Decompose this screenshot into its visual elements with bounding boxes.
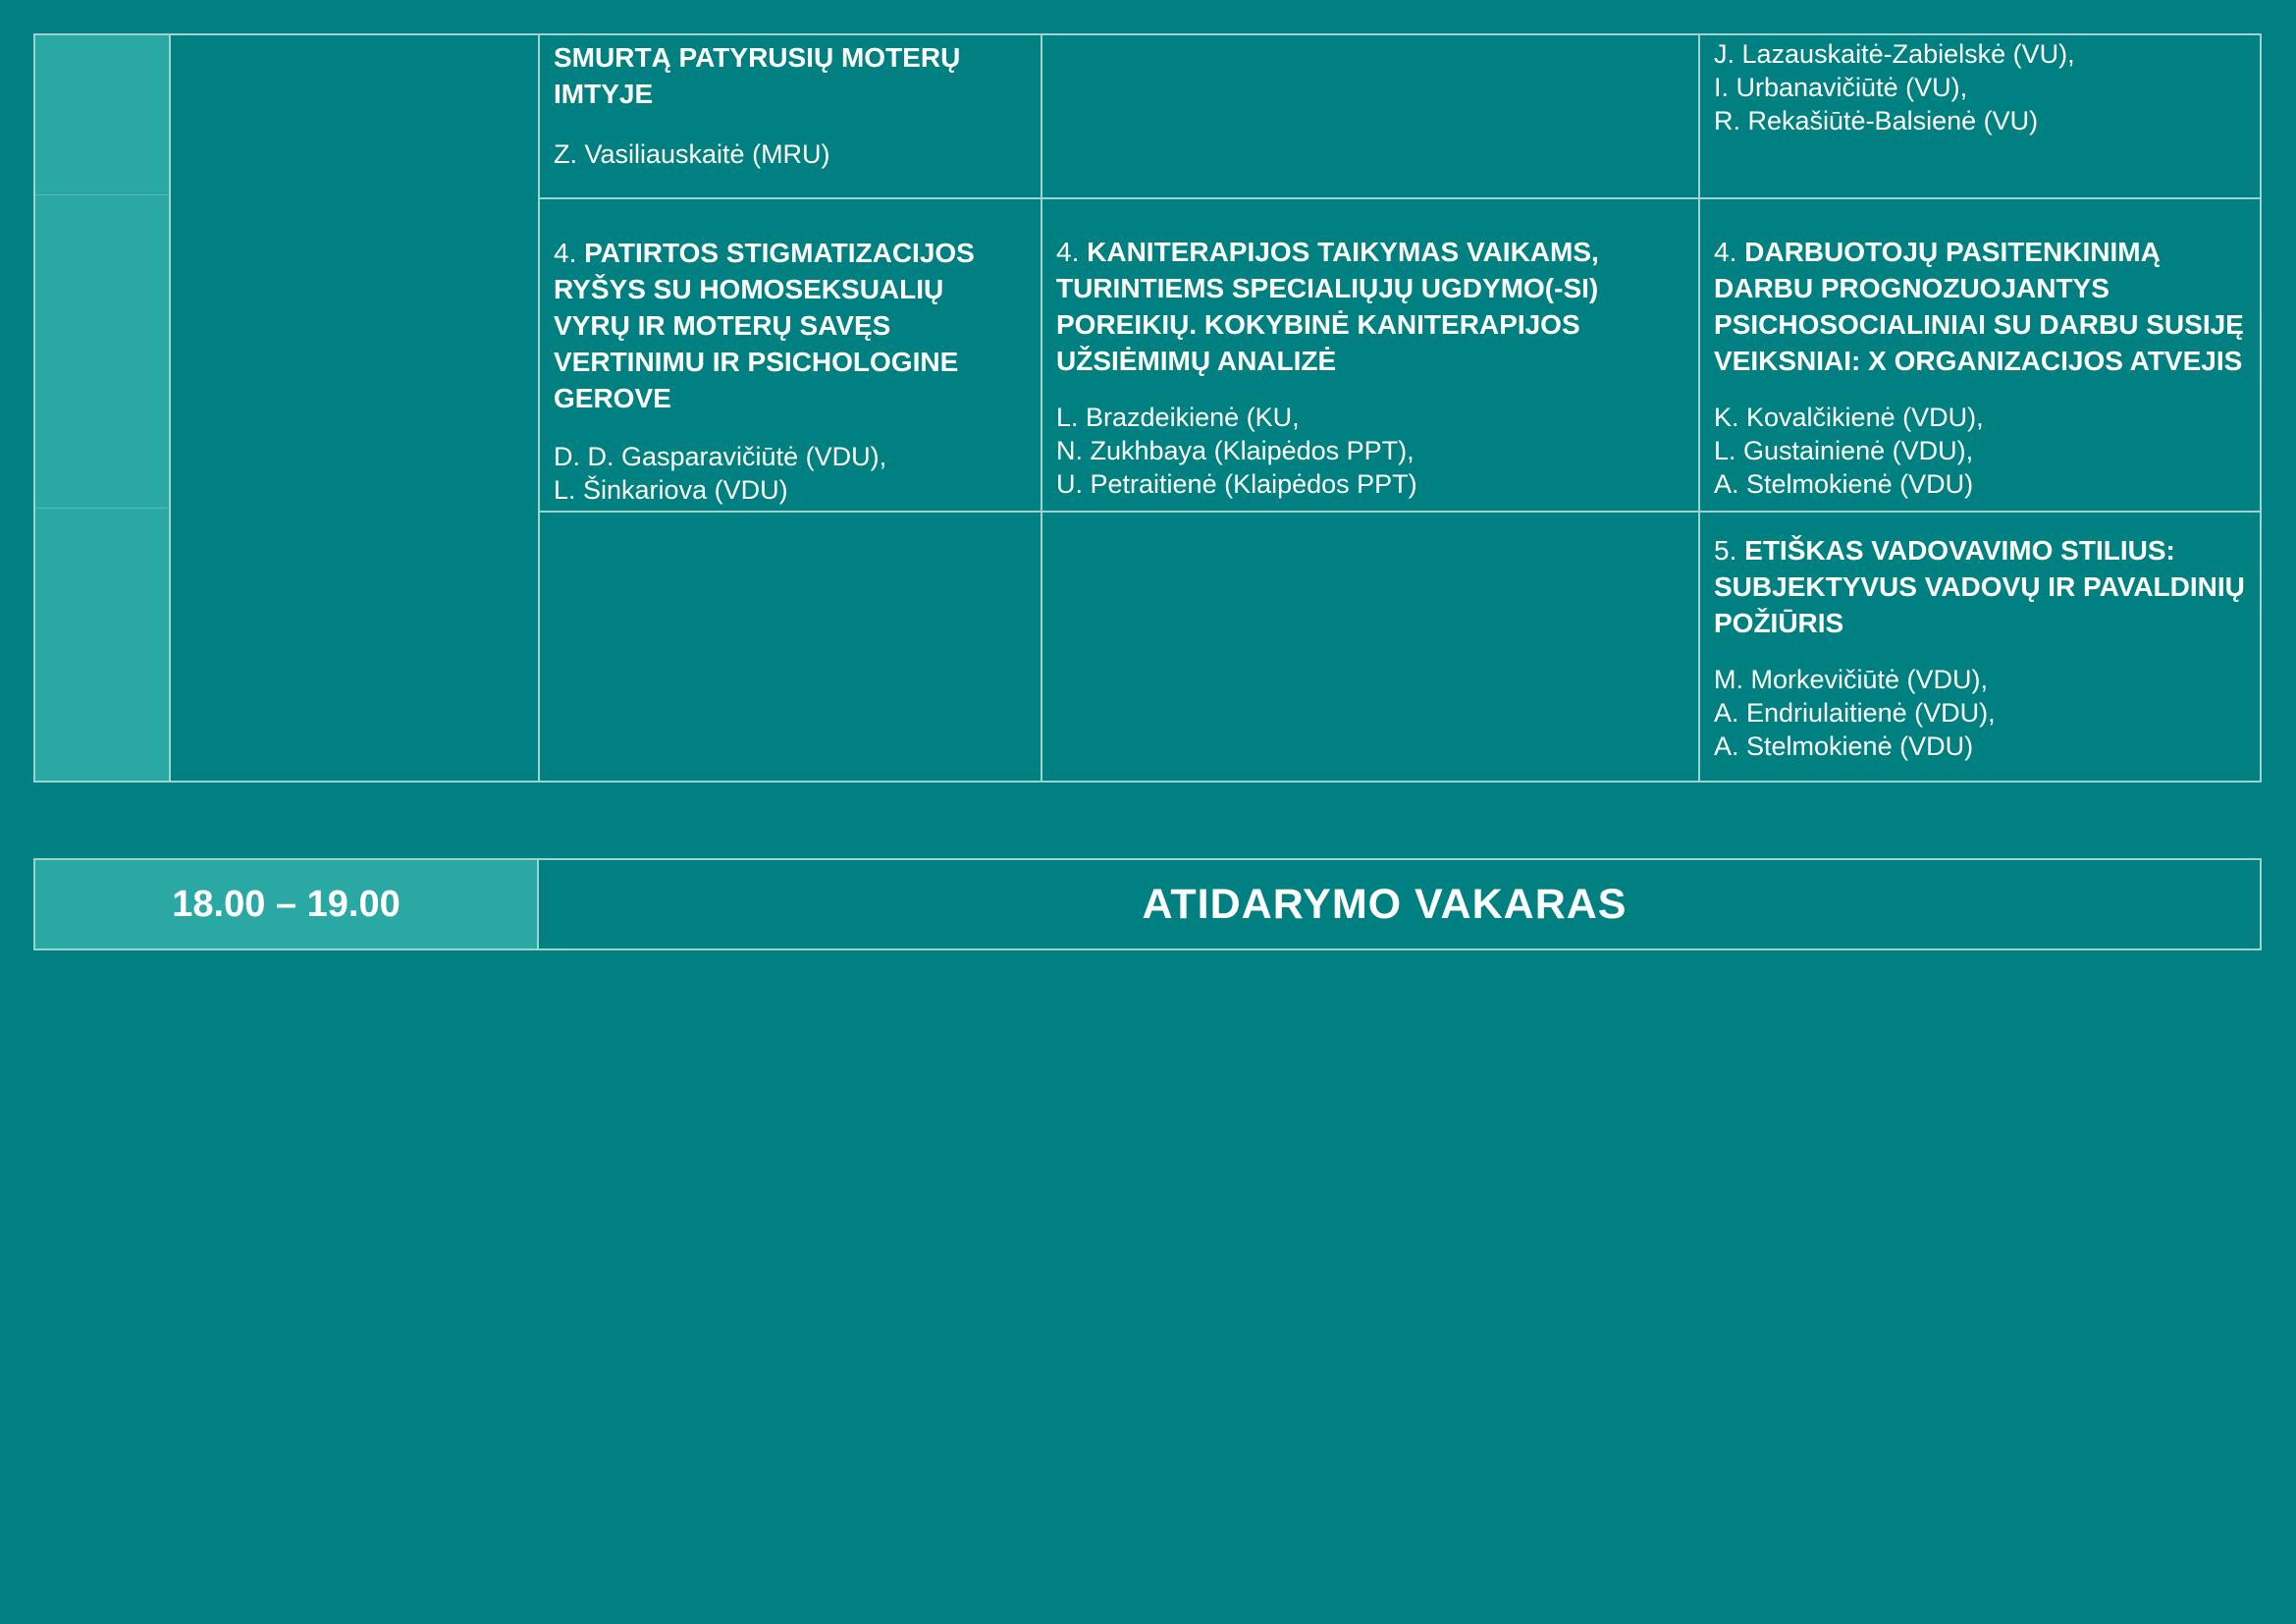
author: L. Brazdeikienė (KU, (1056, 403, 1300, 432)
schedule-table (33, 33, 2262, 783)
talk-authors (554, 137, 1027, 171)
author: L. Šinkariova (VDU) (554, 475, 788, 505)
talk-authors (1714, 663, 2246, 763)
hall-column (171, 35, 540, 781)
time-column (35, 35, 171, 781)
talk-title: 4. PATIRTOS STIGMATIZACIJOS RYŠYS SU HOMOSEKSUALIŲ VYRŲ IR MOTERŲ SAVĘS VERTINIMU IR PSICHOLOGINE GEROVE (554, 238, 975, 413)
author: U. Petraitienė (Klaipėdos PPT) (1056, 469, 1417, 499)
talk-title: 4. KANITERAPIJOS TAIKYMAS VAIKAMS, TURINTIEMS SPECIALIŲJŲ UGDYMO(-SI) POREIKIŲ. KOKYBINĖ KANITERAPIJOS UŽSIĖMIMŲ ANALIZĖ (1056, 237, 1599, 376)
talk-cell (540, 35, 1042, 199)
author: A. Endriulaitienė (VDU), (1714, 698, 1996, 728)
talk-cell (1700, 199, 2260, 513)
time-column-divider (35, 194, 169, 195)
talk-authors (1056, 401, 1684, 501)
author: M. Morkevičiūtė (VDU), (1714, 665, 1989, 694)
talk-authors (1714, 37, 2246, 137)
talk-authors (1714, 401, 2246, 501)
talk-title: 4. DARBUOTOJŲ PASITENKINIMĄ DARBU PROGNOZUOJANTYS PSICHOSOCIALINIAI SU DARBU SUSIJĘ VEIKSNIAI: X ORGANIZACIJOS ATVEJIS (1714, 237, 2244, 376)
talk-cell-empty (540, 513, 1042, 781)
author: A. Stelmokienė (VDU) (1714, 731, 1974, 761)
talk-title: SMURTĄ PATYRUSIŲ MOTERŲ IMTYJE (554, 42, 961, 109)
opening-evening-row (33, 858, 2262, 950)
author: R. Rekašiūtė-Balsienė (VU) (1714, 106, 2039, 135)
author: I. Urbanavičiūtė (VU), (1714, 73, 1968, 102)
talk-cell (1700, 513, 2260, 781)
author: J. Lazauskaitė-Zabielskė (VU), (1714, 39, 2075, 69)
talk-cell-empty (1042, 513, 1700, 781)
evening-title-cell (539, 860, 2260, 948)
talk-cell (1700, 35, 2260, 199)
talk-authors (554, 440, 1027, 507)
evening-time: 18.00 – 19.00 (35, 860, 539, 948)
author: A. Stelmokienė (VDU) (1714, 469, 1974, 499)
talk-title: 5. ETIŠKAS VADOVAVIMO STILIUS: SUBJEKTYVUS VADOVŲ IR PAVALDINIŲ POŽIŪRIS (1714, 535, 2245, 638)
evening-title: ATIDARYMO VAKARAS (1142, 880, 1628, 928)
time-column-divider (35, 508, 169, 509)
author: K. Kovalčikienė (VDU), (1714, 403, 1984, 432)
author: D. D. Gasparavičiūtė (VDU), (554, 442, 887, 471)
author: N. Zukhbaya (Klaipėdos PPT), (1056, 436, 1415, 465)
author: Z. Vasiliauskaitė (MRU) (554, 139, 830, 169)
talk-cell (1042, 199, 1700, 513)
author: L. Gustainienė (VDU), (1714, 436, 1974, 465)
talk-cell-empty (1042, 35, 1700, 199)
talk-cell (540, 199, 1042, 513)
